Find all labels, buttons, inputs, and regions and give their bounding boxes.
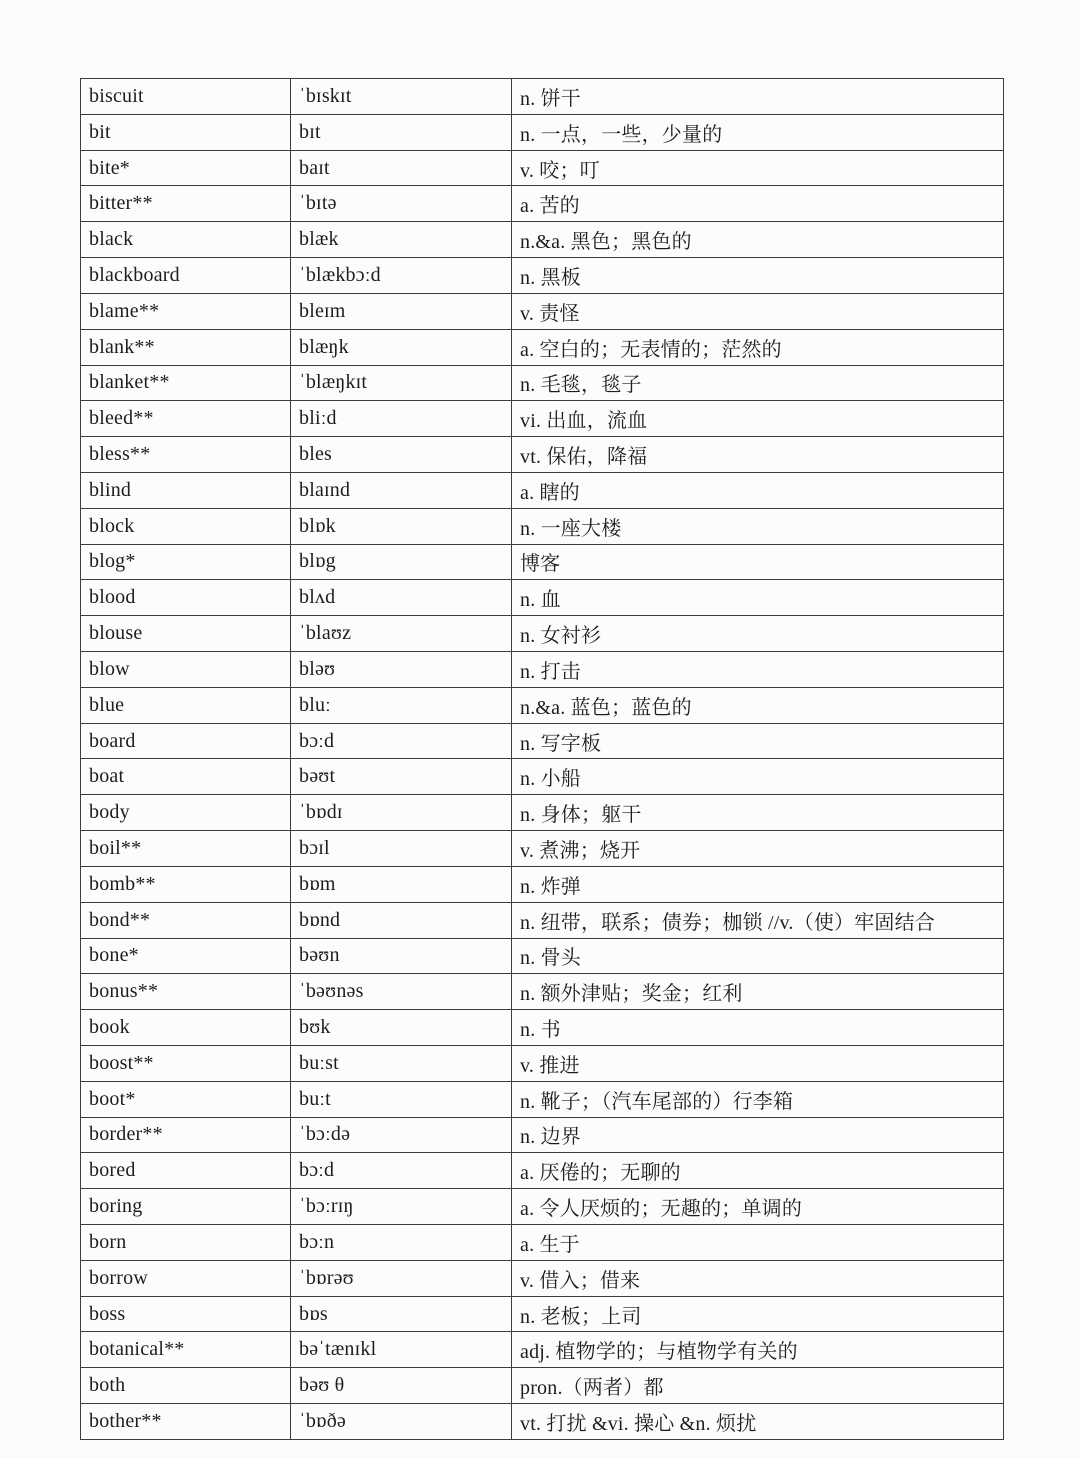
meaning-cell: n. 饼干: [512, 79, 1004, 115]
word-cell: body: [81, 795, 291, 831]
word-cell: board: [81, 723, 291, 759]
meaning-cell: n.&a. 黑色；黑色的: [512, 222, 1004, 258]
word-cell: bonus**: [81, 974, 291, 1010]
ipa-cell: ˈblækbɔːd: [291, 258, 512, 294]
meaning-cell: a. 厌倦的；无聊的: [512, 1153, 1004, 1189]
vocab-table: [80, 78, 1004, 1440]
table-row: [81, 902, 1004, 938]
ipa-cell: bleɪm: [291, 293, 512, 329]
meaning-cell: n. 写字板: [512, 723, 1004, 759]
ipa-cell: bəʊn: [291, 938, 512, 974]
table-row: [81, 866, 1004, 902]
table-row: [81, 437, 1004, 473]
ipa-cell: bɔːd: [291, 723, 512, 759]
word-cell: blind: [81, 472, 291, 508]
table-row: [81, 186, 1004, 222]
table-row: [81, 544, 1004, 580]
meaning-cell: vt. 打扰 &vi. 操心 &n. 烦扰: [512, 1404, 1004, 1440]
meaning-cell: v. 责怪: [512, 293, 1004, 329]
table-row: [81, 508, 1004, 544]
table-row: [81, 974, 1004, 1010]
word-cell: boil**: [81, 831, 291, 867]
meaning-cell: adj. 植物学的；与植物学有关的: [512, 1332, 1004, 1368]
word-cell: blanket**: [81, 365, 291, 401]
table-row: [81, 1010, 1004, 1046]
word-cell: bond**: [81, 902, 291, 938]
table-row: [81, 1368, 1004, 1404]
table-row: [81, 1296, 1004, 1332]
ipa-cell: ˈbɔːrɪŋ: [291, 1189, 512, 1225]
meaning-cell: a. 生于: [512, 1225, 1004, 1261]
ipa-cell: bles: [291, 437, 512, 473]
ipa-cell: bluː: [291, 687, 512, 723]
word-cell: blouse: [81, 616, 291, 652]
ipa-cell: bɒnd: [291, 902, 512, 938]
vocab-table-body: [81, 79, 1004, 1440]
ipa-cell: bɔːn: [291, 1225, 512, 1261]
meaning-cell: n. 炸弹: [512, 866, 1004, 902]
ipa-cell: bʊk: [291, 1010, 512, 1046]
ipa-cell: ˈblaʊz: [291, 616, 512, 652]
table-row: [81, 1332, 1004, 1368]
word-cell: bleed**: [81, 401, 291, 437]
meaning-cell: n. 小船: [512, 759, 1004, 795]
meaning-cell: pron.（两者）都: [512, 1368, 1004, 1404]
word-cell: bone*: [81, 938, 291, 974]
table-row: [81, 114, 1004, 150]
word-cell: blog*: [81, 544, 291, 580]
ipa-cell: blɒg: [291, 544, 512, 580]
ipa-cell: bəʊt: [291, 759, 512, 795]
table-row: [81, 938, 1004, 974]
meaning-cell: n. 边界: [512, 1117, 1004, 1153]
ipa-cell: ˈbəʊnəs: [291, 974, 512, 1010]
table-row: [81, 723, 1004, 759]
meaning-cell: n. 骨头: [512, 938, 1004, 974]
ipa-cell: blæŋk: [291, 329, 512, 365]
meaning-cell: n. 靴子；（汽车尾部的）行李箱: [512, 1081, 1004, 1117]
meaning-cell: a. 瞎的: [512, 472, 1004, 508]
word-cell: blue: [81, 687, 291, 723]
meaning-cell: a. 苦的: [512, 186, 1004, 222]
word-cell: biscuit: [81, 79, 291, 115]
meaning-cell: 博客: [512, 544, 1004, 580]
table-row: [81, 150, 1004, 186]
word-cell: borrow: [81, 1260, 291, 1296]
meaning-cell: a. 令人厌烦的；无趣的；单调的: [512, 1189, 1004, 1225]
word-cell: botanical**: [81, 1332, 291, 1368]
word-cell: bother**: [81, 1404, 291, 1440]
table-row: [81, 1260, 1004, 1296]
meaning-cell: n. 身体；躯干: [512, 795, 1004, 831]
table-row: [81, 1117, 1004, 1153]
ipa-cell: ˈblæŋkɪt: [291, 365, 512, 401]
table-row: [81, 795, 1004, 831]
word-cell: blood: [81, 580, 291, 616]
ipa-cell: ˈbɒðə: [291, 1404, 512, 1440]
meaning-cell: n. 一座大楼: [512, 508, 1004, 544]
table-row: [81, 1404, 1004, 1440]
table-row: [81, 580, 1004, 616]
word-cell: black: [81, 222, 291, 258]
word-cell: blackboard: [81, 258, 291, 294]
meaning-cell: a. 空白的；无表情的；茫然的: [512, 329, 1004, 365]
word-cell: block: [81, 508, 291, 544]
ipa-cell: bɪt: [291, 114, 512, 150]
ipa-cell: bliːd: [291, 401, 512, 437]
table-row: [81, 79, 1004, 115]
table-row: [81, 472, 1004, 508]
meaning-cell: v. 煮沸；烧开: [512, 831, 1004, 867]
ipa-cell: blaɪnd: [291, 472, 512, 508]
table-row: [81, 1081, 1004, 1117]
table-row: [81, 1153, 1004, 1189]
table-row: [81, 652, 1004, 688]
ipa-cell: baɪt: [291, 150, 512, 186]
word-cell: bitter**: [81, 186, 291, 222]
ipa-cell: ˈbɒrəʊ: [291, 1260, 512, 1296]
word-cell: boost**: [81, 1045, 291, 1081]
ipa-cell: bɒs: [291, 1296, 512, 1332]
meaning-cell: n. 老板；上司: [512, 1296, 1004, 1332]
table-row: [81, 401, 1004, 437]
ipa-cell: ˈbɪskɪt: [291, 79, 512, 115]
word-cell: both: [81, 1368, 291, 1404]
table-row: [81, 831, 1004, 867]
meaning-cell: v. 借入；借来: [512, 1260, 1004, 1296]
word-cell: border**: [81, 1117, 291, 1153]
word-cell: bit: [81, 114, 291, 150]
table-row: [81, 222, 1004, 258]
table-row: [81, 258, 1004, 294]
meaning-cell: n. 纽带，联系；债券；枷锁 //v.（使）牢固结合: [512, 902, 1004, 938]
meaning-cell: v. 推进: [512, 1045, 1004, 1081]
ipa-cell: ˈbɒdɪ: [291, 795, 512, 831]
meaning-cell: n. 打击: [512, 652, 1004, 688]
word-cell: boring: [81, 1189, 291, 1225]
meaning-cell: vi. 出血，流血: [512, 401, 1004, 437]
word-cell: boot*: [81, 1081, 291, 1117]
ipa-cell: bɔːd: [291, 1153, 512, 1189]
ipa-cell: buːt: [291, 1081, 512, 1117]
table-row: [81, 1189, 1004, 1225]
meaning-cell: v. 咬；叮: [512, 150, 1004, 186]
table-row: [81, 1225, 1004, 1261]
word-cell: boat: [81, 759, 291, 795]
word-cell: bored: [81, 1153, 291, 1189]
meaning-cell: n. 额外津贴；奖金；红利: [512, 974, 1004, 1010]
table-row: [81, 1045, 1004, 1081]
word-cell: blame**: [81, 293, 291, 329]
word-cell: boss: [81, 1296, 291, 1332]
table-row: [81, 365, 1004, 401]
ipa-cell: buːst: [291, 1045, 512, 1081]
meaning-cell: n. 女衬衫: [512, 616, 1004, 652]
word-cell: bless**: [81, 437, 291, 473]
ipa-cell: bɒm: [291, 866, 512, 902]
word-cell: born: [81, 1225, 291, 1261]
word-cell: blow: [81, 652, 291, 688]
table-row: [81, 616, 1004, 652]
meaning-cell: n. 书: [512, 1010, 1004, 1046]
ipa-cell: blæk: [291, 222, 512, 258]
ipa-cell: bəˈtænɪkl: [291, 1332, 512, 1368]
ipa-cell: bɔɪl: [291, 831, 512, 867]
table-row: [81, 329, 1004, 365]
ipa-cell: ˈbɔːdə: [291, 1117, 512, 1153]
word-cell: book: [81, 1010, 291, 1046]
meaning-cell: n. 毛毯，毯子: [512, 365, 1004, 401]
meaning-cell: vt. 保佑，降福: [512, 437, 1004, 473]
ipa-cell: bləʊ: [291, 652, 512, 688]
ipa-cell: ˈbɪtə: [291, 186, 512, 222]
word-cell: bite*: [81, 150, 291, 186]
ipa-cell: bəʊ θ: [291, 1368, 512, 1404]
meaning-cell: n. 血: [512, 580, 1004, 616]
table-row: [81, 759, 1004, 795]
ipa-cell: blɒk: [291, 508, 512, 544]
meaning-cell: n. 一点，一些，少量的: [512, 114, 1004, 150]
table-row: [81, 293, 1004, 329]
meaning-cell: n. 黑板: [512, 258, 1004, 294]
meaning-cell: n.&a. 蓝色；蓝色的: [512, 687, 1004, 723]
ipa-cell: blʌd: [291, 580, 512, 616]
word-cell: bomb**: [81, 866, 291, 902]
table-row: [81, 687, 1004, 723]
word-cell: blank**: [81, 329, 291, 365]
